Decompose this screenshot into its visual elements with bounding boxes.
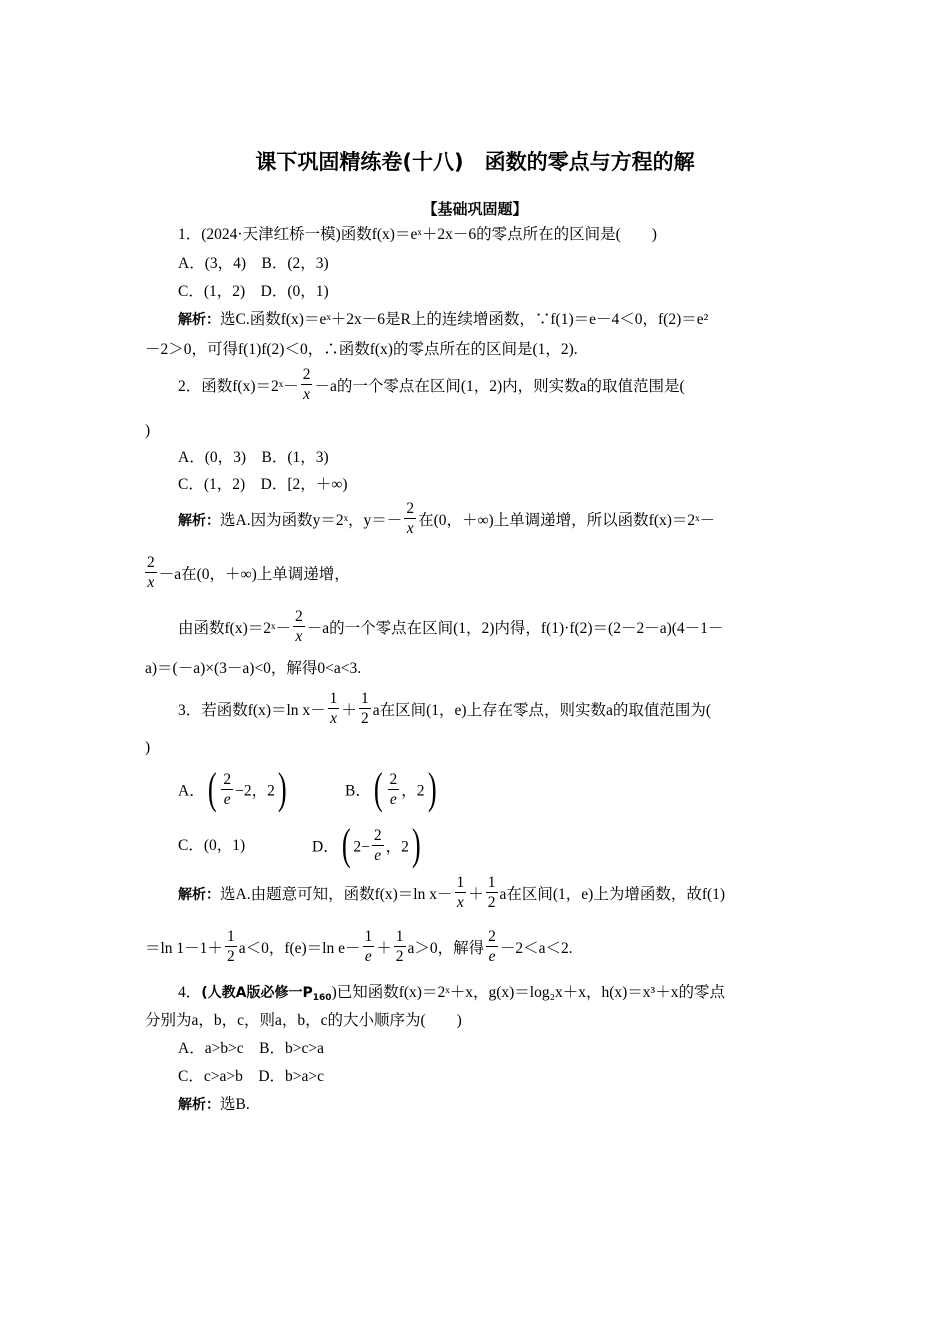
q4-options-cd: C．c>a>b D．b>a>c [178, 1068, 325, 1085]
q2-stem-end: ) [145, 422, 151, 439]
q2-answer-line1: 解析：选A.因为函数y＝2ˣ，y＝－ $\frac{2}{x}$ 在(0，＋∞)上单调递增，所以函数f(x)＝2ˣ－ [178, 500, 716, 537]
answer-label: 解析： [178, 312, 220, 328]
q3-answer-line2: ＝ln 1－1＋ $\frac{1}{2}$ a＜0，f(e)＝ln e－ $\frac{1}{e}$ ＋ $\frac{1}{2}$ a＞0，解得 $\frac{2}{e}$ －2＜a＜2. [145, 928, 573, 965]
fraction: $\frac{1}{e}$ [364, 928, 373, 965]
q3-option-a: A．( $\frac{2}{e}$ −2，2) [178, 764, 287, 813]
q1-answer-line1: 解析：选C.函数f(x)＝eˣ＋2x－6是R上的连续增函数，∵f(1)＝e－4＜0，f(2)＝e² [178, 311, 709, 328]
answer-label: 解析： [178, 513, 220, 530]
fraction: $\frac{2}{x}$ [294, 608, 303, 645]
q1-answer-line2: －2＞0，可得f(1)f(2)＜0，∴函数f(x)的零点所在的区间是(1，2). [145, 341, 578, 358]
q4-answer: 解析：选B. [178, 1096, 250, 1113]
q2-answer-line2: $\frac{2}{x}$ －a在(0，＋∞)上单调递增， [147, 554, 350, 591]
section-heading: 【基础巩固题】 [422, 200, 528, 218]
q2-answer-line3: 由函数f(x)＝2ˣ－ $\frac{2}{x}$ －a的一个零点在区间(1，2)内得，f(1)·f(2)＝(2－2－a)(4－1－ [178, 608, 724, 645]
q2-options-ab: A．(0，3) B．(1，3) [178, 449, 329, 466]
q1-options-ab: A．(3，4) B．(2，3) [178, 255, 329, 272]
fraction: $\frac{2}{e}$ [488, 928, 496, 965]
page-title: 课下巩固精练卷(十八) 函数的零点与方程的解 [255, 150, 695, 174]
q3-option-c: C．(0，1) [178, 837, 246, 854]
q3-stem: 3．若函数f(x)＝ln x－ $\frac{1}{x}$ ＋ $\frac{1}{2}$ a在区间(1，e)上存在零点，则实数a的取值范围为( [178, 690, 712, 727]
q1-stem: 1．(2024·天津红桥一模)函数f(x)＝eˣ＋2x－6的零点所在的区间是( ) [178, 226, 657, 243]
q2-stem: 2．函数f(x)＝2ˣ－ $\frac{2}{x}$ －a的一个零点在区间(1，2)内，则实数a的取值范围是( [178, 366, 685, 403]
answer-label: 解析： [178, 887, 220, 904]
q3-option-d: D．( 2− $\frac{2}{e}$ ，2) [312, 820, 421, 869]
q4-options-ab: A．a>b>c B．b>c>a [178, 1040, 325, 1057]
fraction: $\frac{2}{e}$ [373, 826, 382, 864]
fraction: $\frac{2}{e}$ [223, 770, 232, 808]
source-tag: (人教A版必修一$P_{160}$ [201, 985, 332, 1003]
fraction: $\frac{1}{2}$ [226, 928, 235, 965]
fraction: $\frac{2}{x}$ [147, 554, 155, 591]
q3-option-b: B．( $\frac{2}{e}$ ，2) [345, 764, 437, 813]
q3-answer-line1: 解析：选A.由题意可知，函数f(x)＝ln x－ $\frac{1}{x}$ ＋ $\frac{1}{2}$ a在区间(1，e)上为增函数，故f(1) [178, 874, 726, 911]
fraction: $\frac{1}{x}$ [329, 690, 338, 727]
q4-stem-line2: 分别为a，b，c，则a，b，c的大小顺序为( ) [145, 1012, 462, 1029]
fraction: $\frac{2}{x}$ [302, 366, 311, 403]
q1-options-cd: C．(1，2) D．(0，1) [178, 283, 329, 300]
q4-stem-line1: 4．(人教A版必修一$P_{160}$)已知函数f(x)＝2ˣ＋x，g(x)＝log₂x＋x，h(x)＝x³＋x的零点 [178, 984, 725, 1003]
fraction: $\frac{1}{2}$ [395, 928, 404, 965]
q2-options-cd: C．(1，2) D．[2，＋∞) [178, 476, 348, 493]
q3-stem-end: ) [145, 739, 151, 756]
fraction: $\frac{2}{e}$ [389, 770, 398, 808]
fraction: $\frac{1}{2}$ [487, 874, 496, 911]
q2-answer-line4: a)＝(－a)×(3－a)<0，解得0<a<3. [145, 660, 362, 677]
fraction: $\frac{1}{x}$ [456, 874, 465, 911]
fraction: $\frac{2}{x}$ [406, 500, 415, 537]
fraction: $\frac{1}{2}$ [360, 690, 369, 727]
answer-label: 解析： [178, 1097, 220, 1113]
